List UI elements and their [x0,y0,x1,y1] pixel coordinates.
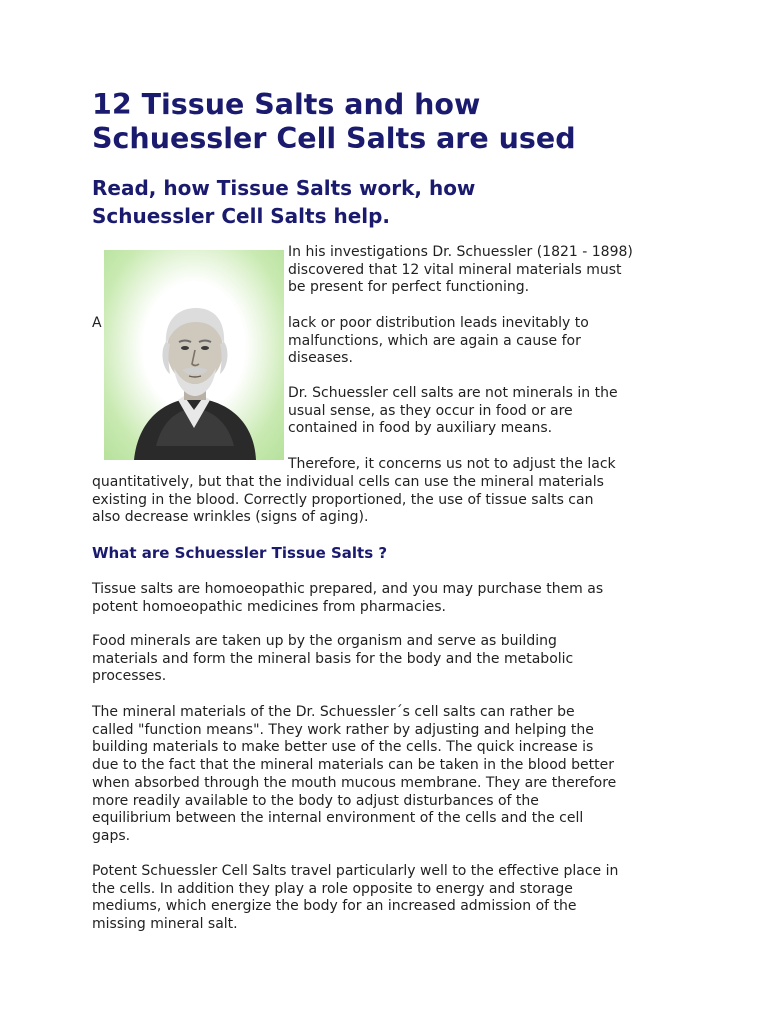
text-line: when absorbed through the mouth mucous membrane. They are therefore [92,774,617,791]
intro-paragraph-4-first-line: Therefore, it concerns us not to adjust the lack [288,456,616,472]
page-subtitle [92,174,732,230]
body-paragraph-4 [92,863,618,934]
text-line: equilibrium between the internal environment of the cells and the cell [92,810,584,827]
text-line: be present for perfect functioning. [288,279,530,296]
text-line: processes. [92,668,167,685]
title-line: 12 Tissue Salts and how [92,88,481,121]
body-paragraph-3 [92,704,616,846]
text-line: materials and form the mineral basis for the body and the metabolic [92,650,574,667]
text-line: mediums, which energize the body for an increased admission of the [92,898,577,915]
text-line: malfunctions, which are again a cause for [288,332,581,349]
text-line: called "function means". They work rather by adjusting and helping the [92,721,594,738]
page-title [92,88,732,156]
text-line: quantitatively, but that the individual cells can use the mineral materials [92,474,604,490]
text-line: In his investigations Dr. Schuessler (1821 - 1898) [288,244,633,260]
text-line: lack or poor distribution leads inevitably to [288,315,589,331]
intro-paragraph-2 [288,315,589,368]
text-line: contained in food by auxiliary means. [288,420,553,437]
body-paragraph-1 [92,581,603,616]
text-line: building materials to make better use of the cells. The quick increase is [92,739,594,756]
subtitle-line: Read, how Tissue Salts work, how [92,176,476,200]
text-line: missing mineral salt. [92,916,238,933]
text-line: Potent Schuessler Cell Salts travel particularly well to the effective place in [92,863,619,879]
intro-paragraph-2-lead: A [92,315,102,331]
portrait-image [104,250,284,460]
text-line: discovered that 12 vital mineral materials must [288,261,622,278]
intro-paragraph-1 [288,244,633,297]
text-line: gaps. [92,827,131,844]
text-line: usual sense, as they occur in food or are [288,402,573,419]
text-line: Tissue salts are homoeopathic prepared, and you may purchase them as [92,581,604,597]
subtitle-line: Schuessler Cell Salts help. [92,204,391,228]
text-line: also decrease wrinkles (signs of aging). [92,509,369,526]
text-line: Food minerals are taken up by the organism and serve as building [92,633,557,649]
section-heading: What are Schuessler Tissue Salts ? [92,544,388,562]
text-line: more readily available to the body to adjust disturbances of the [92,792,539,809]
intro-paragraph-4 [92,474,604,527]
text-line: The mineral materials of the Dr. Schuessler´s cell salts can rather be [92,704,575,720]
text-line: existing in the blood. Correctly proportioned, the use of tissue salts can [92,491,594,508]
text-line: Dr. Schuessler cell salts are not minerals in the [288,385,618,401]
text-line: due to the fact that the mineral materials can be taken in the blood better [92,757,614,774]
text-line: potent homoeopathic medicines from pharmacies. [92,598,446,615]
text-line: the cells. In addition they play a role opposite to energy and storage [92,880,573,897]
intro-paragraph-3 [288,385,618,438]
portrait-of-dr-schuessler-icon [104,250,284,460]
title-line: Schuessler Cell Salts are used [92,122,576,155]
body-paragraph-2 [92,633,573,686]
text-line: diseases. [288,350,353,367]
